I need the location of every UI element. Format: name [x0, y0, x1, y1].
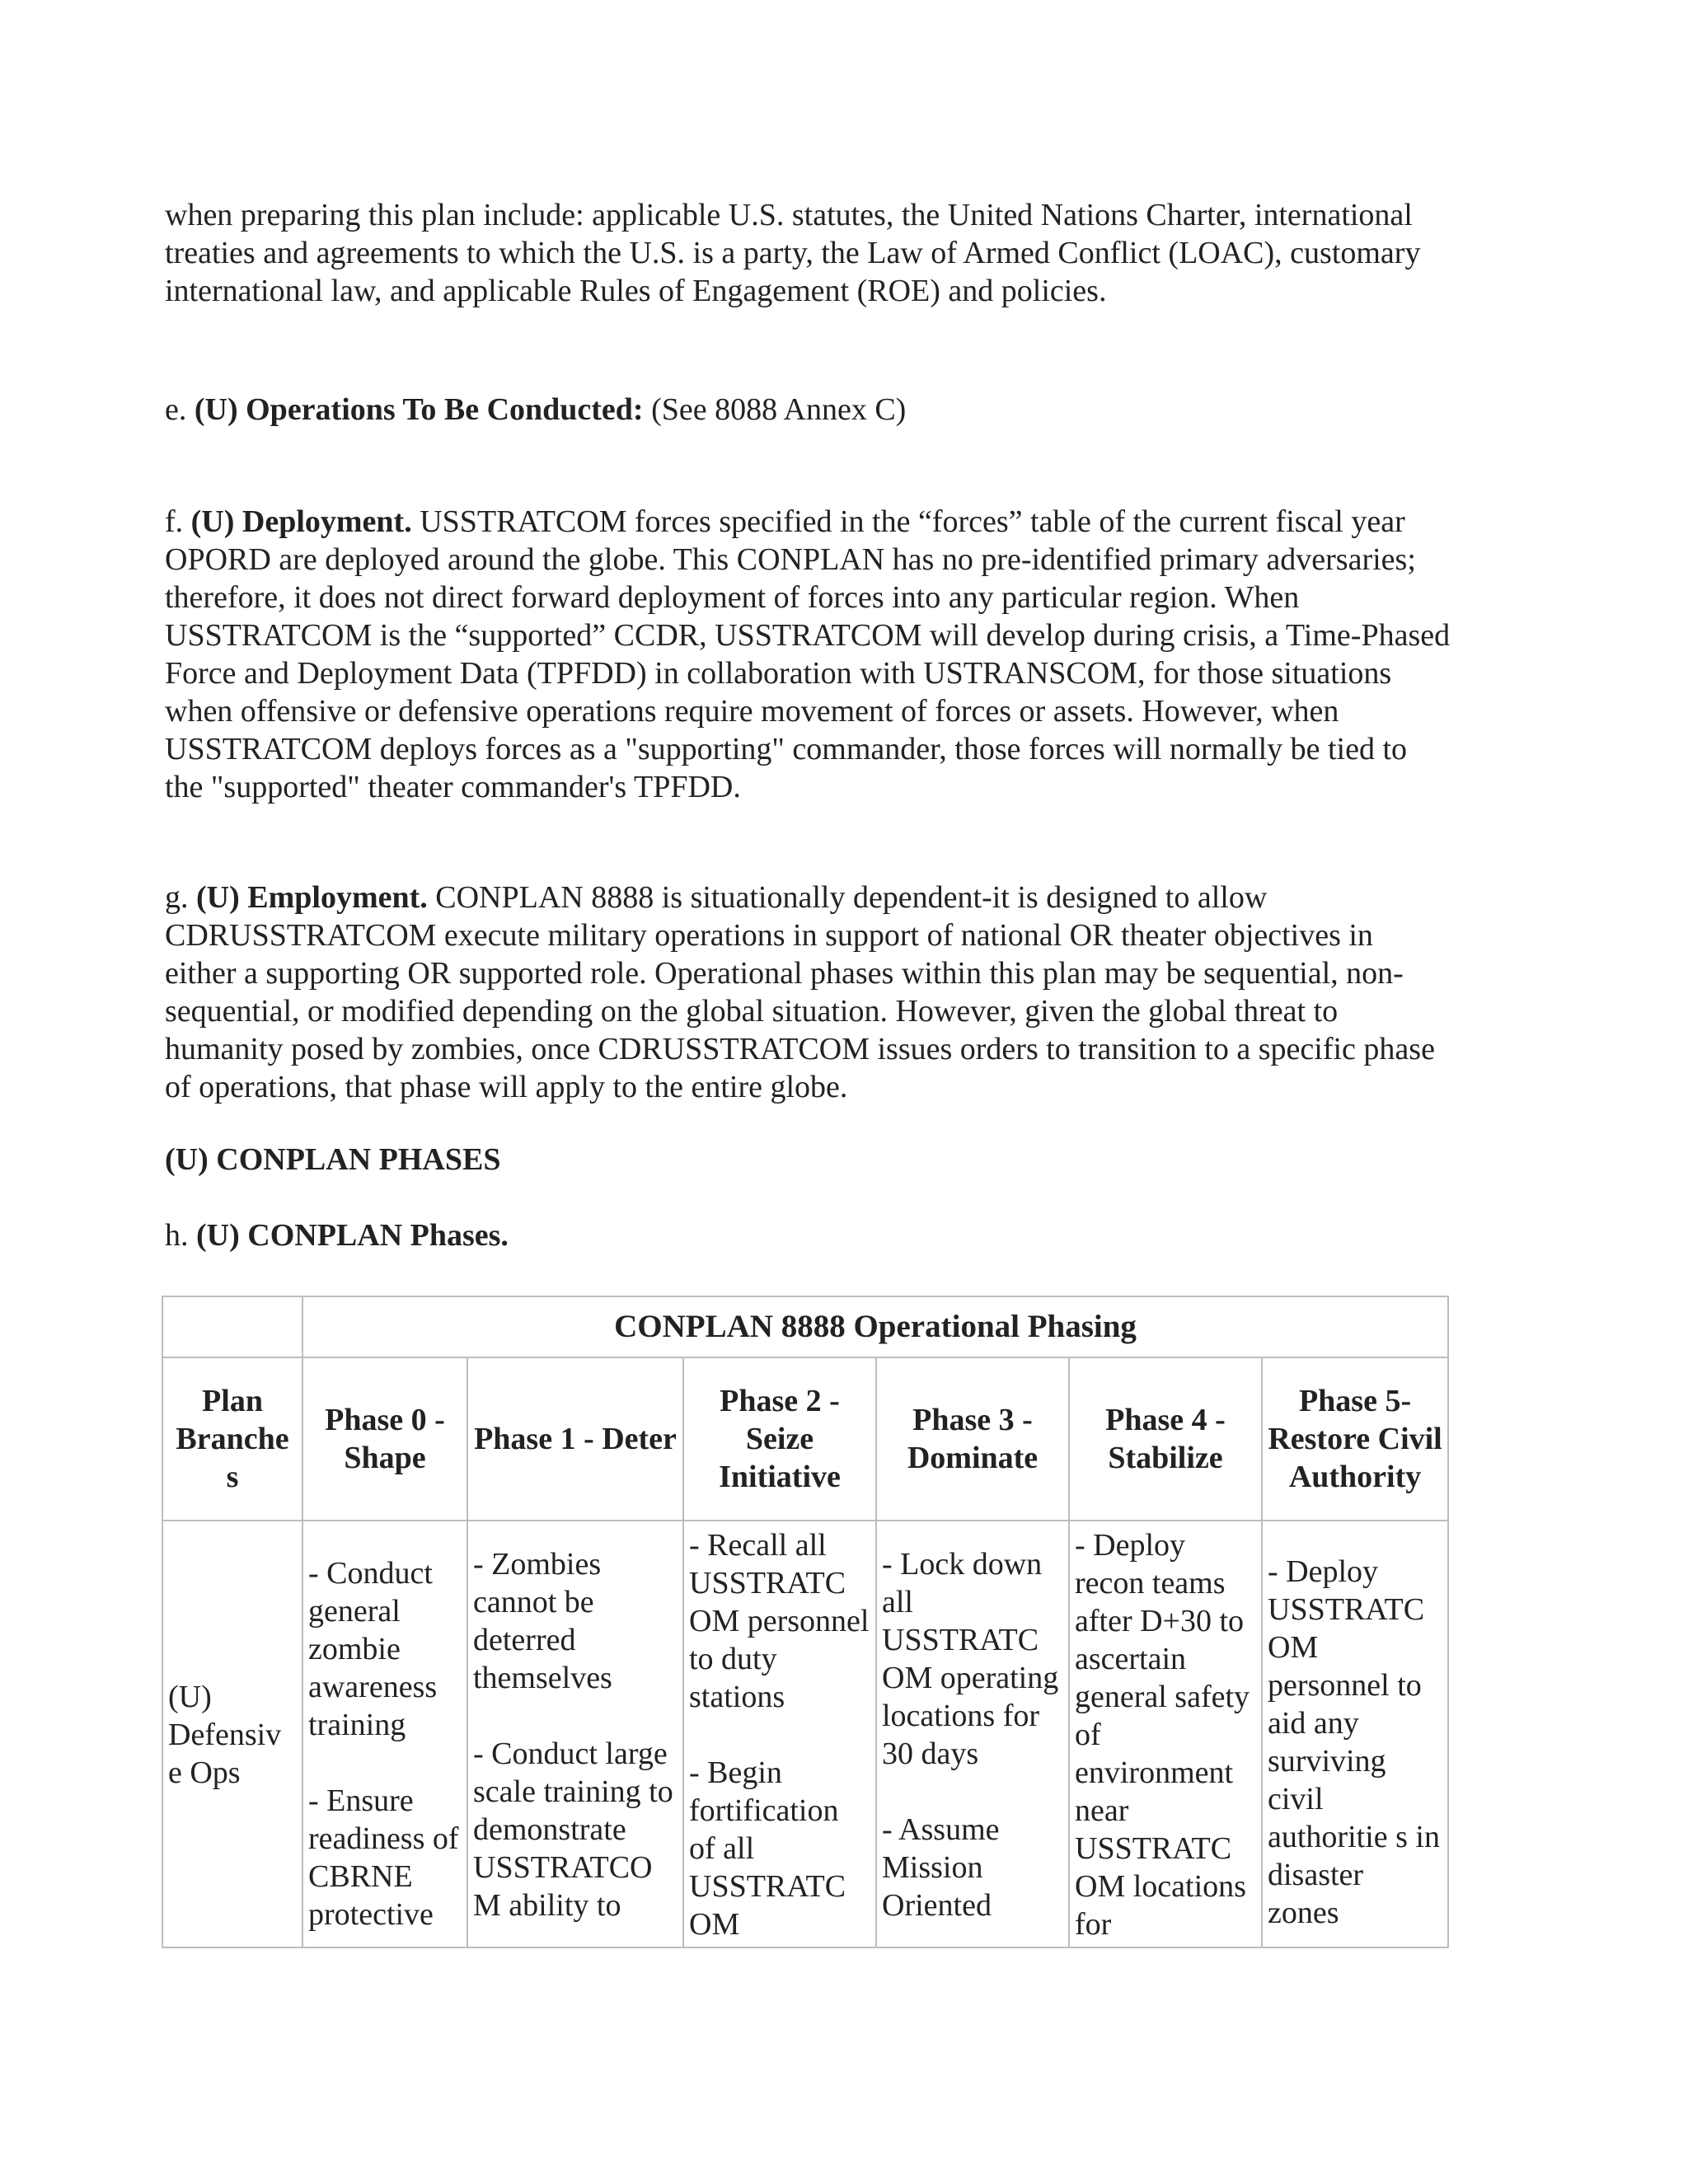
- conplan-phases-heading-text: (U) CONPLAN PHASES: [165, 1142, 501, 1177]
- row-phase-2-cell: [683, 1521, 876, 1947]
- section-e-paragraph: [165, 391, 1451, 429]
- row-phase-5-cell: [1262, 1521, 1448, 1947]
- table-corner-cell: [162, 1296, 302, 1357]
- section-f-paragraph: [165, 503, 1451, 806]
- header-plan-branches: Plan Branche s: [162, 1357, 302, 1521]
- section-f-heading: (U) Deployment.: [190, 504, 412, 539]
- row-phase-4-text: - Deploy recon teams after D+30 to ascertain general safety of environment near USSTRATC OM locations for: [1075, 1528, 1250, 1942]
- row-phase-4-cell: [1069, 1521, 1262, 1947]
- conplan-phases-heading: [165, 1141, 1451, 1179]
- section-g-prefix: g.: [165, 880, 189, 915]
- section-e-prefix: e.: [165, 392, 187, 427]
- section-h-heading: [165, 1216, 1451, 1254]
- table-header-row: [162, 1357, 1448, 1521]
- row-phase-1-text: - Zombies cannot be deterred themselves - Conduct large scale training to demonstrate USSTRATCO M ability to: [473, 1547, 673, 1923]
- section-h-prefix: h.: [165, 1218, 189, 1253]
- header-phase-3: Phase 3 - Dominate: [876, 1357, 1069, 1521]
- row-phase-0-cell: [302, 1521, 467, 1947]
- header-phase-0: Phase 0 - Shape: [302, 1357, 467, 1521]
- row-branch-cell: [162, 1521, 302, 1947]
- row-branch-text: (U) Defensiv e Ops: [168, 1680, 282, 1790]
- row-phase-0-text: - Conduct general zombie awareness training - Ensure readiness of CBRNE protective: [308, 1556, 459, 1932]
- row-phase-2-text: - Recall all USSTRATC OM personnel to duty stations - Begin fortification of all USSTRATC OM: [689, 1528, 870, 1942]
- row-phase-1-cell: [467, 1521, 683, 1947]
- row-phase-3-text: - Lock down all USSTRATC OM operating locations for 30 days - Assume Mission Oriented: [882, 1547, 1059, 1923]
- table-title: CONPLAN 8888 Operational Phasing: [302, 1296, 1448, 1357]
- header-phase-4: Phase 4 - Stabilize: [1069, 1357, 1262, 1521]
- table-title-row: [162, 1296, 1448, 1357]
- row-phase-5-text: - Deploy USSTRATC OM personnel to aid any surviving civil authoritie s in disaster zones: [1268, 1554, 1440, 1930]
- section-f-text: USSTRATCOM forces specified in the “forces” table of the current fiscal year OPORD are deployed around the globe. This CONPLAN has no pre-identified primary adversaries; therefore, it does not direct forward deployment of forces into any particular region. When USSTRATCOM is the “supported” CCDR, USSTRATCOM will develop during crisis, a Time-Phased Force and Deployment Data (TPFDD) in collaboration with USTRANSCOM, for those situations when offensive or defensive operations require movement of forces or assets. However, when USSTRATCOM deploys forces as a "supporting" commander, those forces will normally be tied to the "supported" theater commander's TPFDD.: [165, 504, 1451, 804]
- header-phase-1: Phase 1 - Deter: [467, 1357, 683, 1521]
- header-phase-5: Phase 5- Restore Civil Authority: [1262, 1357, 1448, 1521]
- row-phase-3-cell: [876, 1521, 1069, 1947]
- section-e-text: (See 8088 Annex C): [651, 392, 907, 427]
- section-g-heading: (U) Employment.: [196, 880, 428, 915]
- section-e-heading: (U) Operations To Be Conducted:: [194, 392, 644, 427]
- section-h-heading-text: (U) CONPLAN Phases.: [196, 1218, 509, 1253]
- header-phase-2: Phase 2 - Seize Initiative: [683, 1357, 876, 1521]
- intro-paragraph: when preparing this plan include: applicable U.S. statutes, the United Nations Charter, international treaties and agreements to which the U.S. is a party, the Law of Armed Conflict (LOAC), customary international law, and applicable Rules of Engagement (ROE) and policies.: [165, 198, 1421, 308]
- operational-phasing-table: [162, 1296, 1449, 1948]
- section-g-paragraph: [165, 879, 1451, 1106]
- table-row: [162, 1521, 1448, 1947]
- section-g-text: CONPLAN 8888 is situationally dependent-it is designed to allow CDRUSSTRATCOM execute military operations in support of national OR theater objectives in either a supporting OR supported role. Operational phases within this plan may be sequential, non-sequential, or modified depending on the global situation. However, given the global threat to humanity posed by zombies, once CDRUSSTRATCOM issues orders to transition to a specific phase of operations, that phase will apply to the entire globe.: [165, 880, 1435, 1104]
- section-f-prefix: f.: [165, 504, 184, 539]
